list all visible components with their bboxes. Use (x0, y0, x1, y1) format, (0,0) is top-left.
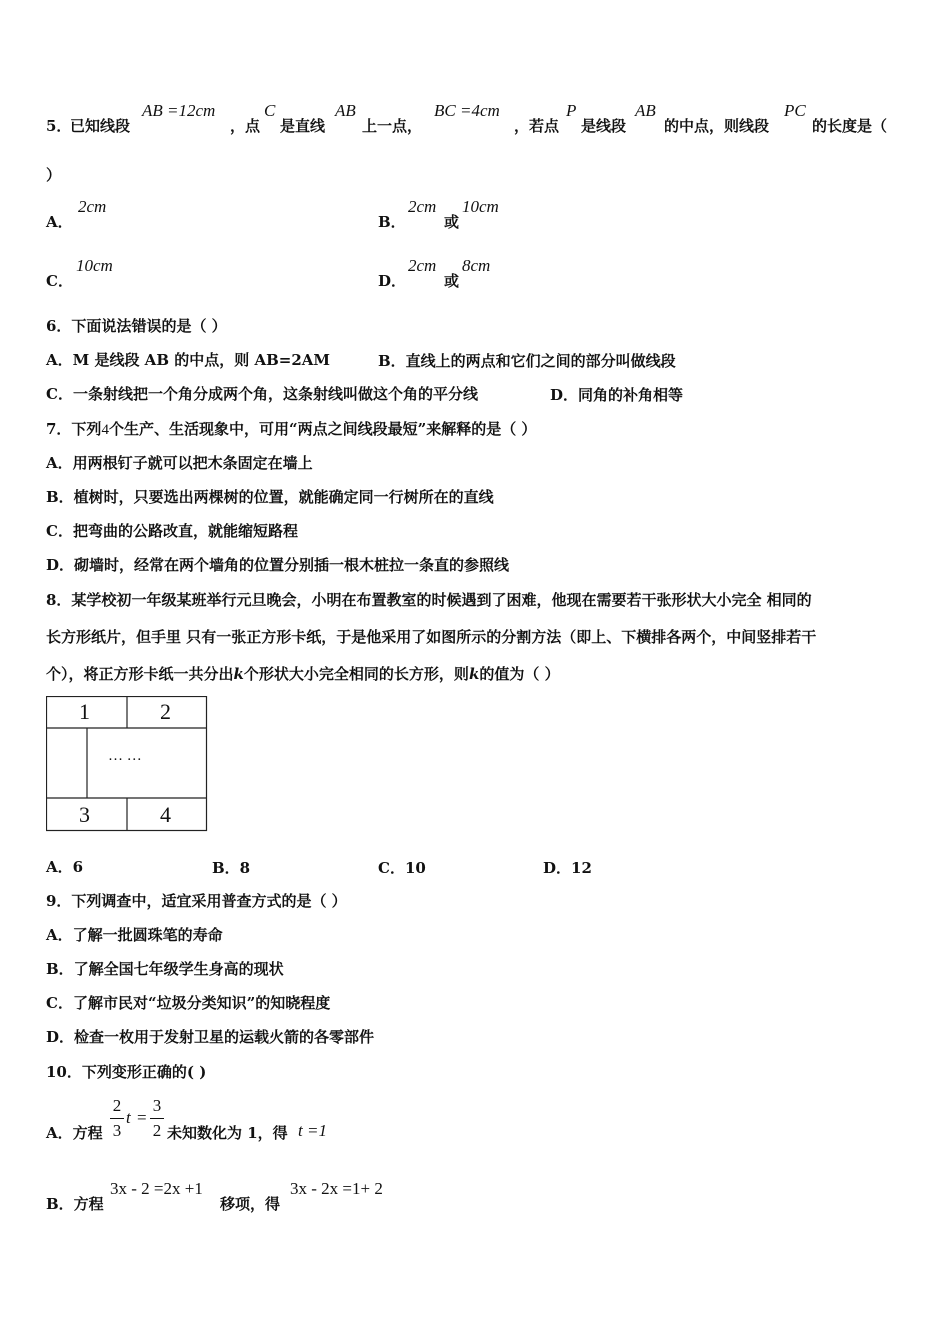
q8-line3-part-b: 个形状大小完全相同的长方形，则 (243, 665, 469, 683)
q5-option-c-label: C． (46, 272, 73, 290)
q9-option-c: C．了解市民对“垃圾分类知识”的知晓程度 (46, 994, 331, 1012)
q5-text-3: 是直线 (280, 117, 326, 135)
q10-option-b-equation-2: 3x - 2x =1+ 2 (290, 1179, 383, 1198)
q8-figure-cell-4: 4 (160, 802, 171, 827)
q5-math-ab: AB (335, 101, 356, 120)
q7-option-a: A．用两根钉子就可以把木条固定在墙上 (46, 454, 313, 472)
q8-figure-cell-3: 3 (79, 802, 90, 827)
q8-line3-part-c: 的值为（ ） (479, 665, 560, 683)
q5-math-p: P (566, 101, 577, 120)
q10-a-fraction-bar-1 (110, 1118, 124, 1119)
q10-option-b-label: B．方程 (46, 1195, 104, 1213)
q8-figure-dots: … … (108, 748, 142, 764)
q5-option-d-value-2: 8cm (462, 256, 491, 275)
q8-stem-line-3 (46, 664, 560, 684)
q8-option-c: C．10 (378, 859, 426, 877)
q10-option-b-equation-1: 3x - 2 =2x +1 (110, 1179, 203, 1198)
q9-option-b: B．了解全国七年级学生身高的现状 (46, 960, 284, 978)
q7-stem (46, 419, 536, 440)
q10-a-denominator-2: 2 (152, 1121, 162, 1140)
q10-option-a-result: t =1 (298, 1121, 327, 1140)
q10-a-numerator-2: 3 (152, 1096, 162, 1115)
q5-text-2: ，点 (230, 117, 261, 135)
q8-stem-line-2: 长方形纸片，但手里 只有一张正方形卡纸，于是他采用了如图所示的分割方法（即上、下横排各两个，中间竖排若干 (46, 628, 817, 646)
q9-stem: 9．下列调查中，适宜采用普查方式的是（ ） (46, 892, 347, 910)
q10-a-equals: = (137, 1108, 147, 1127)
q6-option-c: C．一条射线把一个角分成两个角，这条射线叫做这个角的平分线 (46, 385, 478, 403)
q5-text-6: 是线段 (581, 117, 627, 135)
q5-option-c-value: 10cm (76, 256, 113, 275)
q5-math-ab-2: AB (635, 101, 656, 120)
q9-option-a: A．了解一批圆珠笔的寿命 (46, 926, 223, 944)
q5-text-5: ，若点 (514, 117, 560, 135)
q8-option-d: D．12 (543, 859, 592, 877)
q5-close-paren: ） (46, 166, 62, 184)
q8-option-a: A．6 (46, 858, 84, 876)
q6-stem: 6．下面说法错误的是（ ） (46, 317, 227, 335)
q10-a-denominator-1: 3 (112, 1121, 122, 1140)
q6-option-d: D．同角的补角相等 (550, 386, 684, 404)
q6-option-b: B．直线上的两点和它们之间的部分叫做线段 (378, 352, 676, 370)
q7-option-b: B．植树时，只要选出两棵树的位置，就能确定同一行树所在的直线 (46, 488, 494, 506)
q5-option-b-label: B． (378, 213, 406, 231)
q5-text-7: 的中点，则线段 (664, 117, 770, 135)
q7-stem-pre: 7．下列 (46, 420, 102, 438)
q5-math-ab12: AB =12cm (142, 101, 216, 120)
q5-math-pc: PC (784, 101, 806, 120)
q5-text-4: 上一点， (362, 117, 423, 135)
q5-text-1: 已知线段 (70, 117, 131, 135)
q7-stem-number: 4 (101, 422, 109, 438)
q10-stem: 10．下列变形正确的( ) (46, 1063, 207, 1081)
q5-number: 5． (46, 117, 72, 135)
q8-figure-cell-2: 2 (160, 699, 171, 724)
q7-option-d: D．砌墙时，经常在两个墙角的位置分别插一根木桩拉一条直的参照线 (46, 556, 510, 574)
q8-var-k-1: k (233, 665, 244, 683)
q5-option-d-label: D． (378, 272, 407, 290)
q10-option-a-text: 未知数化为 1，得 (167, 1124, 288, 1142)
q7-stem-post: 个生产、生活现象中，可用“两点之间线段最短”来解释的是（ ） (108, 420, 537, 438)
q10-a-fraction-bar-2 (150, 1118, 164, 1119)
q10-a-numerator-1: 2 (112, 1096, 122, 1115)
q5-option-b-value-1: 2cm (408, 197, 437, 216)
q5-option-a-value: 2cm (78, 197, 107, 216)
q6-option-a: A．M 是线段 AB 的中点，则 AB=2AM (46, 351, 331, 369)
q5-option-b-or: 或 (444, 213, 460, 231)
q5-option-a-label: A． (46, 213, 73, 231)
q5-option-b-value-2: 10cm (462, 197, 499, 216)
q10-a-variable: t (126, 1108, 131, 1127)
q10-option-a-label: A．方程 (46, 1124, 103, 1142)
q5-option-d-or: 或 (444, 272, 460, 290)
q5-math-bc4: BC =4cm (434, 101, 500, 120)
q5-math-c: C (264, 101, 276, 120)
q7-option-c: C．把弯曲的公路改直，就能缩短路程 (46, 522, 298, 540)
q8-line3-part-a: 个），将正方形卡纸一共分出 (46, 665, 234, 683)
q9-option-d: D．检查一枚用于发射卫星的运载火箭的各零部件 (46, 1028, 375, 1046)
q10-option-b-text: 移项，得 (220, 1195, 281, 1213)
q8-option-b: B．8 (212, 859, 251, 877)
q5-option-d-value-1: 2cm (408, 256, 437, 275)
q8-figure (46, 696, 206, 830)
q8-stem-line-1: 8．某学校初一年级某班举行元旦晚会，小明在布置教室的时候遇到了困难，他现在需要若干张形状大小完全 相同的 (46, 591, 812, 609)
q8-var-k-2: k (468, 665, 480, 683)
q5-text-8: 的长度是（ (812, 117, 888, 135)
q8-figure-cell-1: 1 (79, 699, 90, 724)
